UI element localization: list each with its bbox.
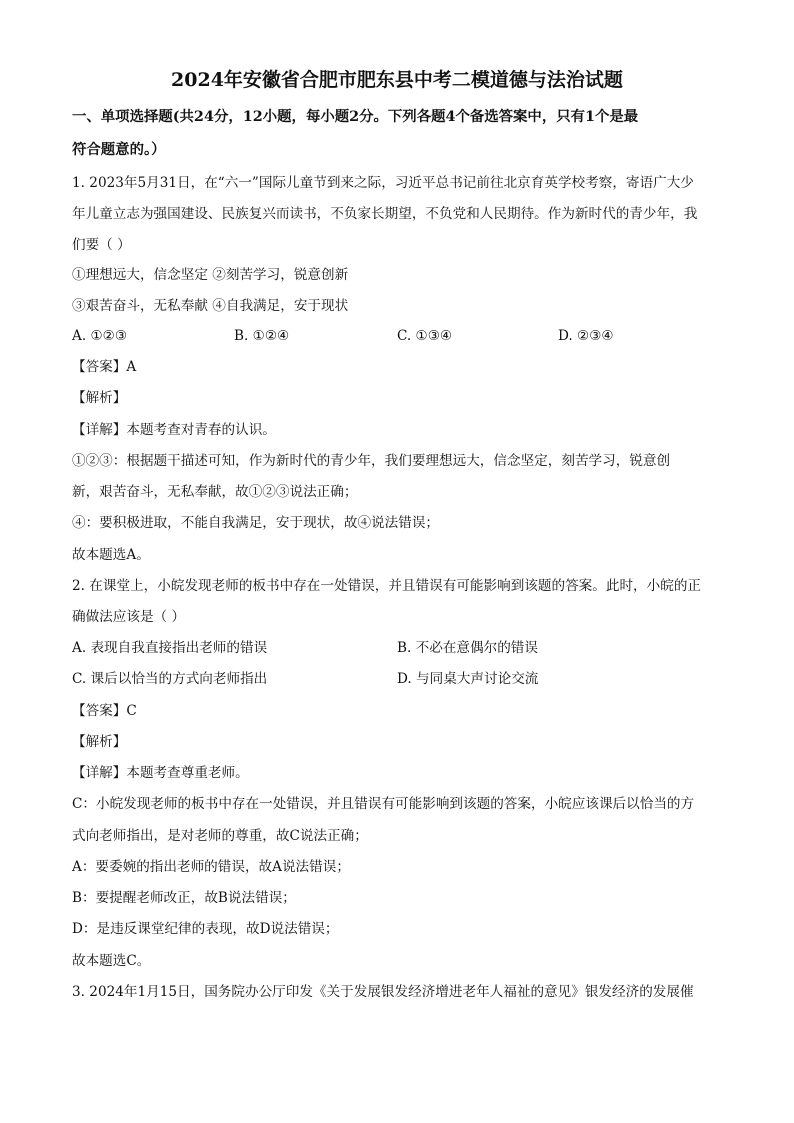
q2-option-a: A. 表现自我直接指出老师的错误 [72, 640, 268, 656]
q2-explain-line-2: 式向老师指出，是对老师的尊重，故C说法正确； [72, 828, 368, 844]
page-title: 2024年安徽省合肥市肥东县中考二模道德与法治试题 [171, 69, 623, 91]
q1-option-b: B. ①②④ [234, 328, 290, 344]
q2-explain-line-4: B：要提醒老师改正，故B说法错误； [72, 890, 296, 906]
q2-option-d: D. 与同桌大声讨论交流 [397, 671, 539, 687]
q2-conclusion: 故本题选C。 [72, 953, 151, 969]
q2-analysis-label: 【解析】 [72, 734, 127, 750]
q1-stem-line-3: 们要（ ） [72, 237, 131, 253]
q1-explain-line-2: 新，艰苦奋斗，无私奉献，故①②③说法正确； [72, 484, 358, 500]
q1-analysis-label: 【解析】 [72, 390, 127, 406]
q1-option-c: C. ①③④ [397, 328, 453, 344]
q1-answer: 【答案】A [72, 359, 137, 375]
q1-explain-line-3: ④：要积极进取，不能自我满足，安于现状，故④说法错误； [72, 515, 440, 531]
q2-answer: 【答案】C [72, 703, 137, 719]
q1-stem-line-1: 1. 2023年5月31日，在“六一”国际儿童节到来之际，习近平总书记前往北京育英学校考察，寄语广大少 [72, 175, 694, 191]
section-heading-line-1: 一、单项选择题(共24分，12小题，每小题2分。下列各题4个备选答案中，只有1个是最 [72, 108, 639, 125]
q2-explain-line-3: A：要委婉的指出老师的错误，故A说法错误； [72, 859, 350, 875]
q1-stem-line-2: 年儿童立志为强国建设、民族复兴而读书，不负家长期望，不负党和人民期待。作为新时代的青少年，我 [72, 206, 698, 222]
q3-stem-line-1: 3. 2024年1月15日，国务院办公厅印发《关于发展银发经济增进老年人福祉的意见》银发经济的发展催 [72, 984, 694, 1000]
section-heading-line-2: 符合题意的。） [72, 141, 166, 158]
q2-option-c: C. 课后以恰当的方式向老师指出 [72, 671, 268, 687]
q2-explain-line-5: D：是违反课堂纪律的表现，故D说法错误； [72, 921, 339, 937]
q2-detail: 【详解】本题考查尊重老师。 [72, 765, 249, 781]
q1-statement-2: ③艰苦奋斗，无私奉献 ④自我满足，安于现状 [72, 298, 349, 314]
q2-stem-line-2: 确做法应该是（ ） [72, 609, 186, 625]
q1-option-a: A. ①②③ [72, 328, 128, 344]
q2-stem-line-1: 2. 在课堂上，小皖发现老师的板书中存在一处错误，并且错误有可能影响到该题的答案。此时，小皖的正 [72, 578, 702, 594]
q1-option-d: D. ②③④ [558, 328, 614, 344]
q1-detail: 【详解】本题考查对青春的认识。 [72, 422, 276, 438]
q1-conclusion: 故本题选A。 [72, 547, 150, 563]
q1-statement-1: ①理想远大，信念坚定 ②刻苦学习，锐意创新 [72, 267, 349, 283]
q2-option-b: B. 不必在意偶尔的错误 [397, 640, 538, 656]
q1-explain-line-1: ①②③：根据题干描述可知，作为新时代的青少年，我们要理想远大，信念坚定，刻苦学习，锐意创 [72, 453, 671, 469]
q2-explain-line-1: C：小皖发现老师的板书中存在一处错误，并且错误有可能影响到该题的答案，小皖应该课后以恰当的方 [72, 796, 695, 812]
